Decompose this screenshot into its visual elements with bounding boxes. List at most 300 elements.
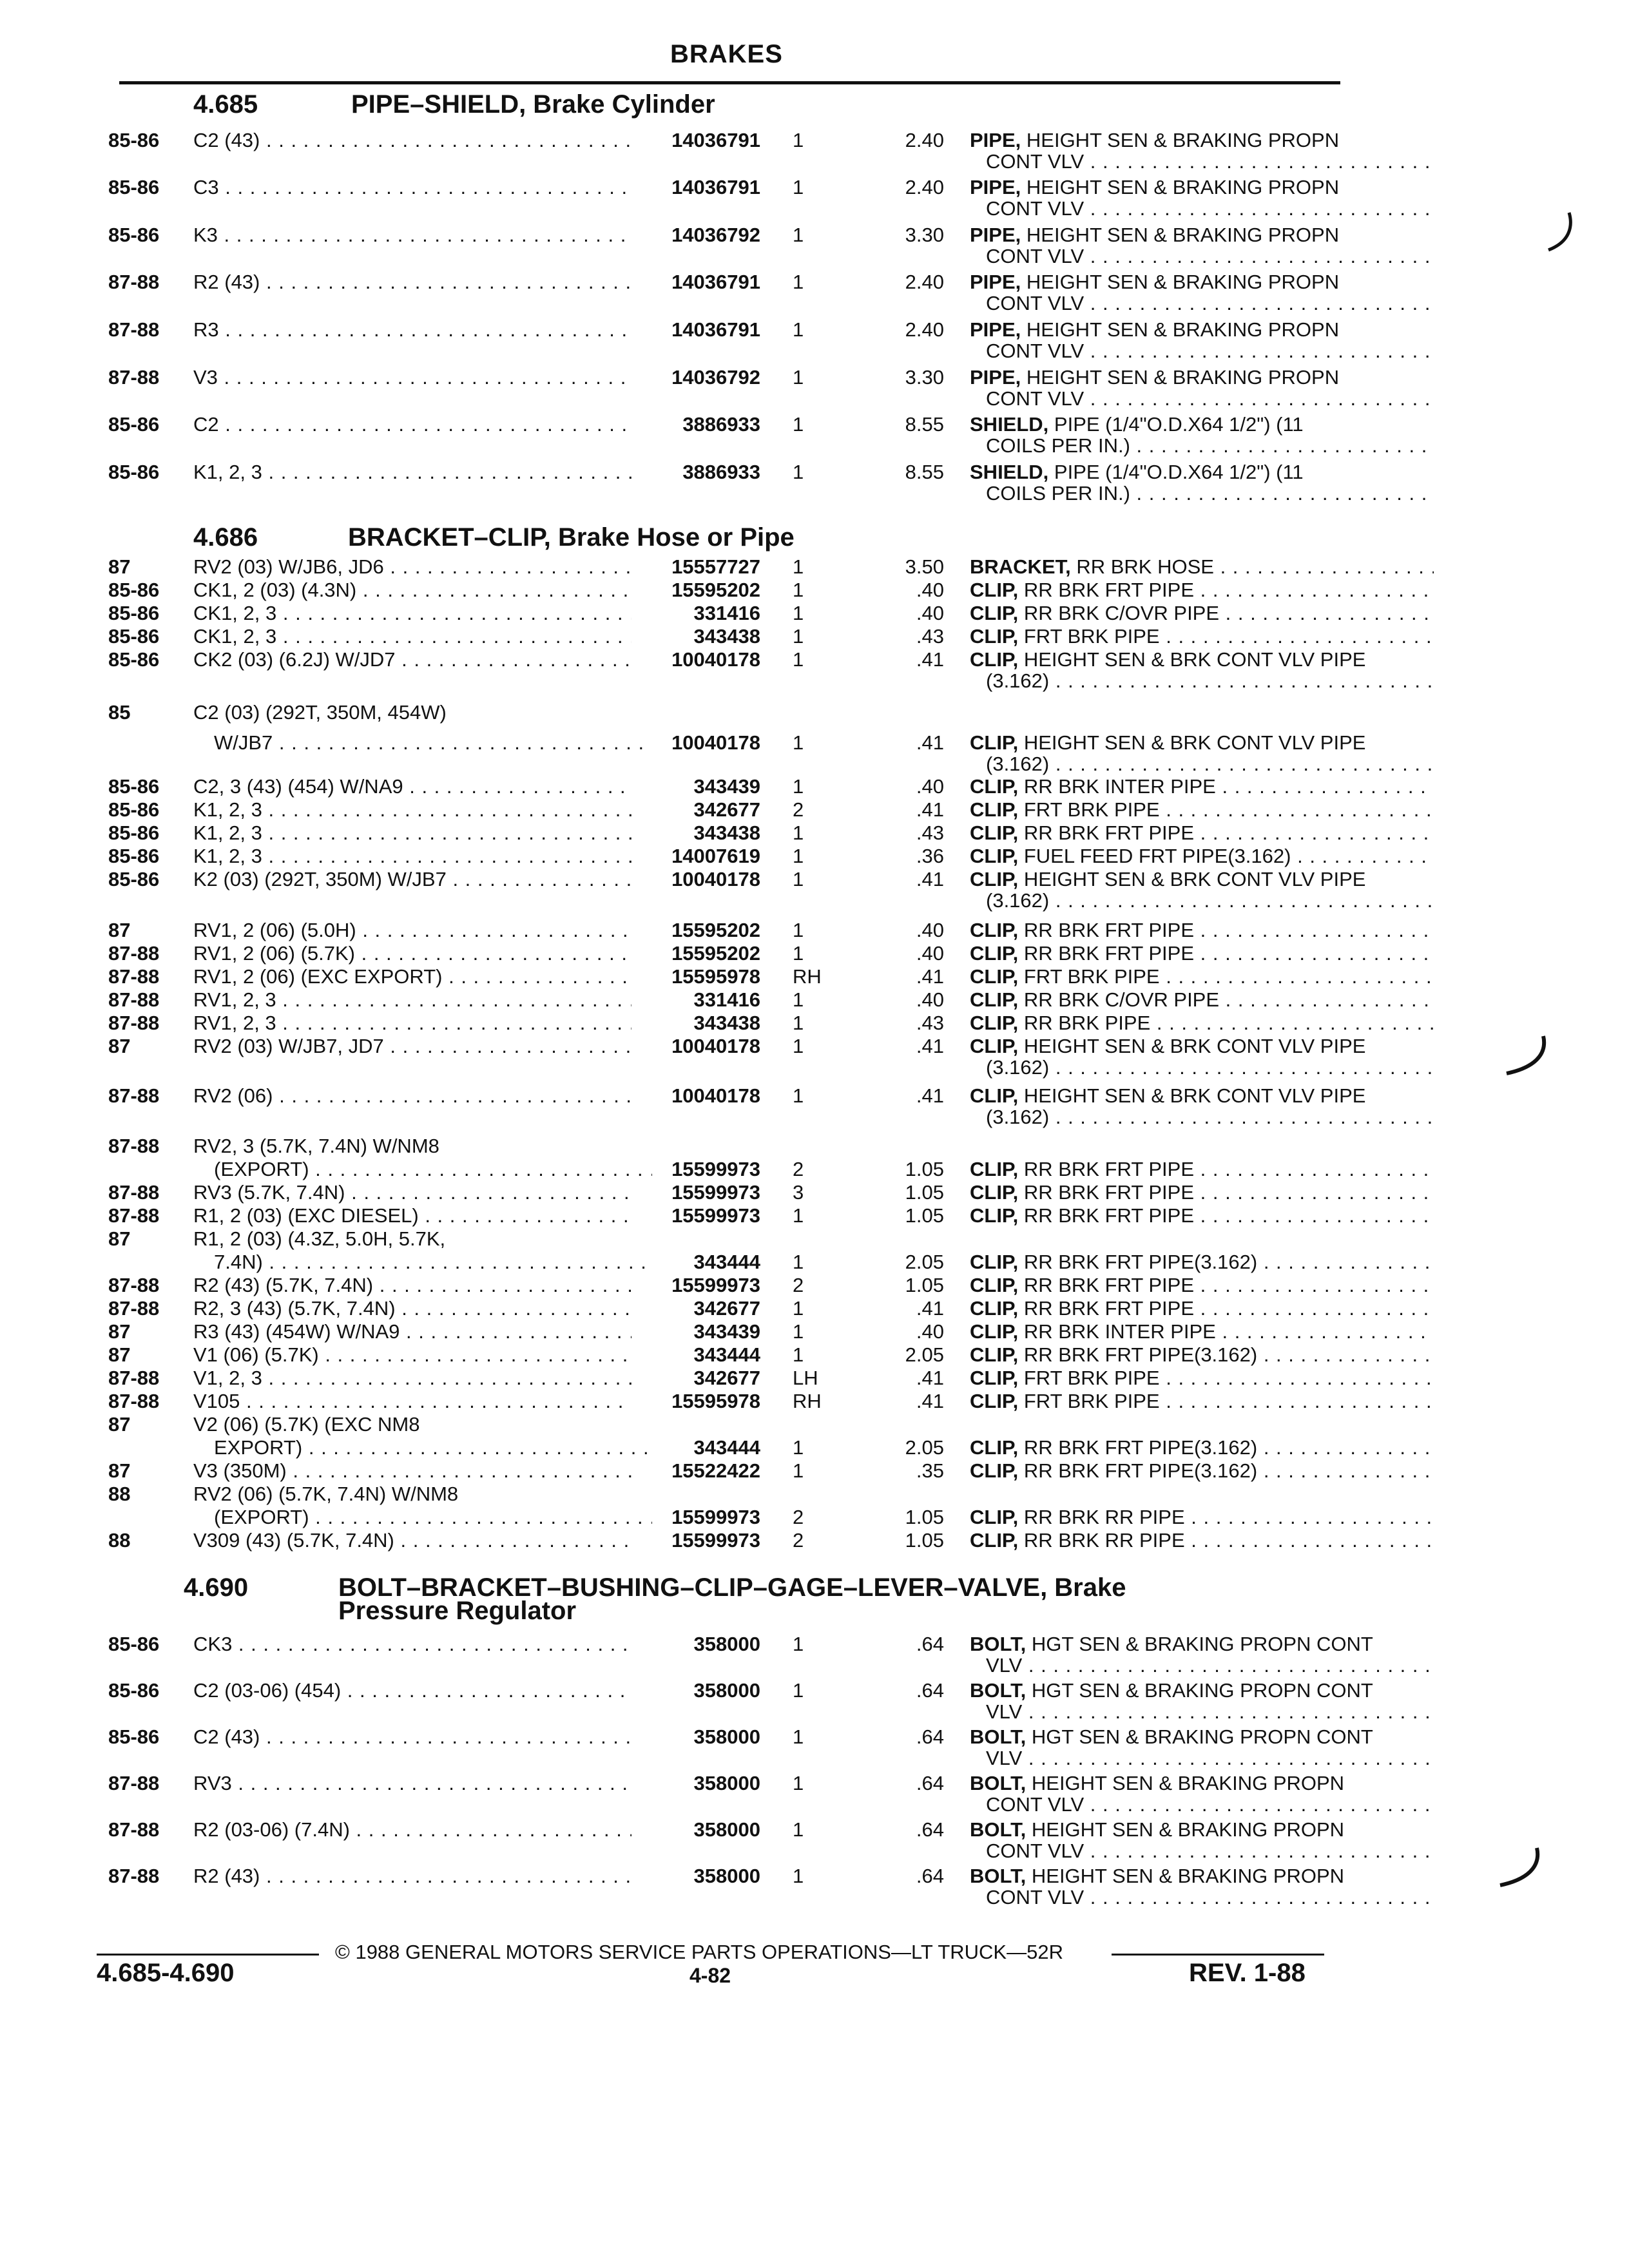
margin-mark [1489,1843,1547,1894]
description-keyword: SHIELD, [970,461,1049,483]
part-number: 342677 [693,798,760,821]
description-keyword: PIPE, [970,129,1021,151]
model-year: 85-86 [108,602,160,624]
description-keyword: PIPE, [970,366,1021,389]
header-rule [119,81,1340,84]
quantity: 1 [793,775,804,798]
description-keyword: CLIP, [970,579,1019,601]
model-year: 87-88 [108,271,160,293]
part-number: 343444 [693,1251,760,1273]
description-keyword: CLIP, [970,1459,1019,1482]
table-row [97,965,1360,988]
description-text: HEIGHT SEN & BRAKING PROPN [1031,1772,1345,1794]
footer-rule-right [1112,1954,1324,1956]
price: 8.55 [905,461,944,483]
table-row [97,1297,1360,1320]
description-keyword: CLIP, [970,1390,1019,1412]
description [970,1297,1434,1320]
price: .64 [916,1725,944,1748]
description-text: RR BRK FRT PIPE(3.162) [1023,1343,1258,1366]
quantity: 1 [793,1343,804,1366]
price: .35 [916,1459,944,1482]
model-year: 87-88 [108,1367,160,1389]
part-number: 14036792 [671,366,760,389]
application: R3 (43) (454W) W/NA9 . . . [193,1320,631,1343]
description-keyword: CLIP, [970,965,1019,988]
description-keyword: CLIP, [970,1506,1019,1528]
model-year: 87 [108,919,131,941]
description-text: HEIGHT SEN & BRAKING PROPN [1026,224,1340,246]
model-year: 85-86 [108,1725,160,1748]
quantity: 1 [793,1297,804,1320]
price: .43 [916,1012,944,1034]
description [970,1865,1434,1888]
application: R3 . . . [193,318,631,341]
quantity: 1 [793,1679,804,1702]
description-text: HEIGHT SEN & BRK CONT VLV PIPE [1023,868,1366,890]
description-text: FRT BRK PIPE [1023,965,1160,988]
table-row [97,579,1360,602]
description [970,1343,1434,1367]
table-row [97,1084,1366,1108]
model-year: 87 [108,1035,131,1057]
part-number: 343438 [693,625,760,648]
description-keyword: CLIP, [970,919,1019,941]
part-number: 15595202 [671,579,760,601]
model-year: 87-88 [108,1297,160,1320]
application: K1, 2, 3 . . . [193,845,631,868]
application: K2 (03) (292T, 350M) W/JB7 . . . [193,868,631,891]
table-row [97,1529,1360,1552]
application: K1, 2, 3 . . . [193,822,631,845]
quantity: 1 [793,1320,804,1343]
table-row [97,1679,1373,1702]
description-text: HEIGHT SEN & BRK CONT VLV PIPE [1023,1084,1366,1107]
quantity: 1 [793,1436,804,1459]
part-number: 14036792 [671,224,760,246]
application: C2 (03) (292T, 350M, 454W) [193,701,447,724]
part-number: 343439 [693,1320,760,1343]
description-text: RR BRK FRT PIPE [1023,579,1194,601]
description-text: RR BRK INTER PIPE [1023,775,1216,798]
price: 3.50 [905,555,944,578]
table-row-continuation [97,753,1360,776]
quantity: 1 [793,1725,804,1748]
description-text: HEIGHT SEN & BRAKING PROPN [1031,1818,1345,1841]
description [970,1679,1434,1702]
table-row-continuation [97,1056,1360,1079]
description [970,555,1434,579]
quantity: 1 [793,579,804,601]
quantity: 2 [793,1529,804,1552]
description [970,271,1434,294]
description-text: FUEL FEED FRT PIPE(3.162) [1023,845,1291,867]
description-continuation: COILS PER IN.) . . . [986,434,1434,457]
description-keyword: CLIP, [970,1529,1019,1552]
table-row [97,1633,1373,1656]
quantity: 1 [793,461,804,483]
price: .64 [916,1633,944,1655]
model-year: 85-86 [108,648,160,671]
application: R2 (03-06) (7.4N) . . . [193,1818,631,1841]
application: CK1, 2 (03) (4.3N) . . . [193,579,631,602]
table-row [97,1320,1360,1343]
description-continuation: CONT VLV . . . [986,1793,1434,1816]
price: 8.55 [905,413,944,436]
section-heading-line2: Pressure Regulator [338,1597,577,1625]
table-row [97,1204,1360,1227]
table-row [97,1413,1360,1436]
description [970,965,1434,988]
quantity: 1 [793,1012,804,1034]
model-year: 85-86 [108,176,160,198]
description [970,942,1434,965]
application: 7.4N) . . . [214,1251,652,1274]
description-continuation: (3.162) . . . [986,1056,1434,1079]
table-row-continuation [97,387,1360,410]
price: .41 [916,731,944,754]
description [970,1204,1434,1227]
price: 1.05 [905,1506,944,1528]
description-keyword: CLIP, [970,1035,1019,1057]
application: V3 (350M) . . . [193,1459,631,1483]
part-number: 14036791 [671,271,760,293]
model-year: 87 [108,1320,131,1343]
table-row-continuation [97,1747,1360,1770]
description [970,1390,1434,1413]
application: R2, 3 (43) (5.7K, 7.4N) . . . [193,1297,631,1320]
model-year: 87-88 [108,318,160,341]
description-text: PIPE (1/4"O.D.X64 1/2") (11 [1054,461,1304,483]
table-row [97,798,1360,822]
description-text: RR BRK PIPE [1023,1012,1151,1034]
table-row [97,413,1360,436]
application: R1, 2 (03) (4.3Z, 5.0H, 5.7K, [193,1227,446,1250]
description [970,1633,1434,1656]
application: C2 (43) . . . [193,129,631,152]
description-continuation: CONT VLV . . . [986,1886,1434,1909]
model-year: 85-86 [108,129,160,151]
description-text: HGT SEN & BRAKING PROPN CONT [1031,1633,1373,1655]
description-keyword: CLIP, [970,1343,1019,1366]
application: V1, 2, 3 . . . [193,1367,631,1390]
part-number: 342677 [693,1367,760,1389]
description-keyword: CLIP, [970,775,1019,798]
description-text: RR BRK C/OVR PIPE [1023,602,1220,624]
quantity: 1 [793,1772,804,1794]
description-text: RR BRK FRT PIPE [1023,1181,1194,1204]
table-row [97,919,1360,942]
price: .41 [916,965,944,988]
quantity: 1 [793,988,804,1011]
description [970,1772,1434,1795]
description-continuation: VLV . . . [986,1654,1434,1677]
price: 2.05 [905,1436,944,1459]
description-keyword: BRACKET, [970,555,1071,578]
description-continuation: CONT VLV . . . [986,340,1434,363]
description-keyword: CLIP, [970,798,1019,821]
model-year: 87-88 [108,1204,160,1227]
price: .64 [916,1818,944,1841]
section-number: 4.685 [193,90,258,119]
table-row [97,1459,1360,1483]
price: .40 [916,919,944,941]
description-text: HEIGHT SEN & BRAKING PROPN [1031,1865,1345,1887]
description-continuation: CONT VLV . . . [986,245,1434,268]
part-number: 343438 [693,1012,760,1034]
part-number: 342677 [693,1297,760,1320]
application: V3 . . . [193,366,631,389]
description-text: FRT BRK PIPE [1023,798,1160,821]
description-keyword: SHIELD, [970,413,1049,436]
model-year: 85-86 [108,775,160,798]
price: .41 [916,1297,944,1320]
table-row [97,318,1360,341]
description [970,224,1434,247]
description [970,461,1434,484]
description-keyword: CLIP, [970,1320,1019,1343]
table-row-continuation [97,292,1360,315]
quantity: 1 [793,868,804,890]
model-year: 87-88 [108,1181,160,1204]
part-number: 331416 [693,602,760,624]
table-row [97,366,1360,389]
table-row-continuation [97,245,1360,268]
table-row [97,1343,1360,1367]
description-keyword: CLIP, [970,1012,1019,1034]
table-row-continuation [97,669,1360,693]
table-row [97,1725,1373,1749]
application: V1 (06) (5.7K) . . . [193,1343,631,1367]
description-continuation: VLV . . . [986,1700,1434,1724]
part-number: 343438 [693,822,760,844]
part-number: 3886933 [682,461,760,483]
description-text: RR BRK FRT PIPE [1023,1204,1194,1227]
application: R1, 2 (03) (EXC DIESEL) . . . [193,1204,631,1227]
description-text: RR BRK HOSE [1076,555,1214,578]
model-year: 85-86 [108,625,160,648]
description-continuation: COILS PER IN.) . . . [986,482,1434,505]
description-keyword: PIPE, [970,318,1021,341]
application: V309 (43) (5.7K, 7.4N) . . . [193,1529,631,1552]
application: K1, 2, 3 . . . [193,798,631,822]
price: 1.05 [905,1274,944,1296]
description [970,625,1434,648]
quantity: 2 [793,1506,804,1528]
model-year: 87-88 [108,1772,160,1794]
quantity: 1 [793,1865,804,1887]
application: CK3 . . . [193,1633,631,1656]
table-row [97,271,1360,294]
table-row [97,224,1360,247]
model-year: 87-88 [108,1012,160,1034]
table-row [97,1227,1360,1251]
section-number: 4.686 [193,523,258,552]
price: 1.05 [905,1204,944,1227]
description-keyword: PIPE, [970,176,1021,198]
model-year: 87-88 [108,1818,160,1841]
application: CK2 (03) (6.2J) W/JD7 . . . [193,648,631,671]
table-row [97,942,1360,965]
description [970,1529,1434,1552]
description-continuation: CONT VLV . . . [986,197,1434,220]
table-row [97,176,1360,199]
price: 2.05 [905,1343,944,1366]
price: 1.05 [905,1529,944,1552]
description-keyword: CLIP, [970,1297,1019,1320]
description-keyword: CLIP, [970,1274,1019,1296]
table-row [97,1181,1360,1204]
description-keyword: BOLT, [970,1865,1027,1887]
model-year: 87-88 [108,366,160,389]
price: .43 [916,822,944,844]
model-year: 87-88 [108,1274,160,1296]
part-number: 15595978 [671,1390,760,1412]
model-year: 87 [108,1227,131,1250]
description-keyword: BOLT, [970,1633,1027,1655]
description [970,648,1434,671]
description-continuation: (3.162) . . . [986,753,1434,776]
application: RV1, 2, 3 . . . [193,1012,631,1035]
model-year: 87-88 [108,1135,160,1157]
price: .41 [916,868,944,890]
price: 3.30 [905,224,944,246]
table-row [97,461,1360,484]
part-number: 358000 [693,1633,760,1655]
price: 1.05 [905,1158,944,1180]
model-year: 87-88 [108,1390,160,1412]
price: 1.05 [905,1181,944,1204]
price: 3.30 [905,366,944,389]
part-number: 15599973 [671,1158,760,1180]
table-row [97,775,1360,798]
application: RV1, 2 (06) (5.0H) . . . [193,919,631,942]
table-row [97,1818,1360,1841]
price: .40 [916,775,944,798]
quantity: 1 [793,1035,804,1057]
table-row [97,731,1366,754]
quantity: 2 [793,1274,804,1296]
page-title: BRAKES [670,40,783,68]
description [970,176,1434,199]
table-row [97,1506,1360,1529]
price: .41 [916,1035,944,1057]
price: .41 [916,1084,944,1107]
quantity: 1 [793,1204,804,1227]
price: .43 [916,625,944,648]
part-number: 343444 [693,1343,760,1366]
application: RV2 (03) W/JB7, JD7 . . . [193,1035,631,1058]
description-text: HEIGHT SEN & BRAKING PROPN [1026,271,1340,293]
description [970,1818,1434,1841]
table-row [97,129,1360,152]
description [970,1459,1434,1483]
table-row-continuation [97,197,1360,220]
model-year: 87-88 [108,1084,160,1107]
description-keyword: CLIP, [970,1158,1019,1180]
part-number: 15595202 [671,942,760,965]
part-number: 358000 [693,1818,760,1841]
part-number: 15599973 [671,1506,760,1528]
table-row-continuation [97,889,1360,912]
quantity: 1 [793,271,804,293]
quantity: 1 [793,822,804,844]
part-number: 15595202 [671,919,760,941]
description-keyword: CLIP, [970,845,1019,867]
table-row [97,1367,1360,1390]
table-row [97,701,1360,724]
description-continuation: (3.162) . . . [986,889,1434,912]
model-year: 85-86 [108,413,160,436]
application: C2 (03-06) (454) . . . [193,1679,631,1702]
description-keyword: CLIP, [970,868,1019,890]
description [970,822,1434,845]
description [970,1320,1434,1343]
price: .64 [916,1865,944,1887]
model-year: 88 [108,1483,131,1505]
part-number: 10040178 [671,1035,760,1057]
description-text: RR BRK FRT PIPE [1023,1158,1194,1180]
description-keyword: CLIP, [970,1436,1019,1459]
description-keyword: BOLT, [970,1679,1027,1702]
application: C2 (43) . . . [193,1725,631,1749]
table-row [97,1158,1360,1181]
model-year: 88 [108,1529,131,1552]
model-year: 85-86 [108,1633,160,1655]
part-number: 331416 [693,988,760,1011]
application: C3 . . . [193,176,631,199]
quantity: 3 [793,1181,804,1204]
description [970,798,1434,822]
price: .41 [916,648,944,671]
part-number: 358000 [693,1679,760,1702]
description-text: HEIGHT SEN & BRAKING PROPN [1026,318,1340,341]
part-number: 15522422 [671,1459,760,1482]
description [970,775,1434,798]
price: 2.40 [905,176,944,198]
description-keyword: CLIP, [970,602,1019,624]
quantity: 1 [793,413,804,436]
section-heading: BOLT–BRACKET–BUSHING–CLIP–GAGE–LEVER–VALVE, Brake [338,1573,1126,1602]
description-text: RR BRK FRT PIPE [1023,1274,1194,1296]
table-row-continuation [97,434,1360,457]
description [970,366,1434,389]
quantity: 1 [793,224,804,246]
part-number: 10040178 [671,1084,760,1107]
description-text: RR BRK FRT PIPE [1023,1297,1194,1320]
description-text: RR BRK FRT PIPE(3.162) [1023,1459,1258,1482]
description [970,602,1434,625]
description-continuation: VLV . . . [986,1747,1434,1770]
table-row [97,602,1360,625]
application: V105 . . . [193,1390,631,1413]
price: .64 [916,1772,944,1794]
description [970,1506,1434,1529]
description-keyword: CLIP, [970,731,1019,754]
table-row [97,648,1366,671]
application: RV1, 2, 3 . . . [193,988,631,1012]
description [970,1035,1434,1058]
description-text: PIPE (1/4"O.D.X64 1/2") (11 [1054,413,1304,436]
table-row [97,1135,1360,1158]
quantity: 1 [793,1459,804,1482]
table-row [97,1772,1360,1795]
model-year: 87-88 [108,1865,160,1887]
part-number: 358000 [693,1725,760,1748]
section-number: 4.690 [184,1573,249,1602]
table-row [97,555,1360,579]
application: RV1, 2 (06) (EXC EXPORT) . . . [193,965,631,988]
